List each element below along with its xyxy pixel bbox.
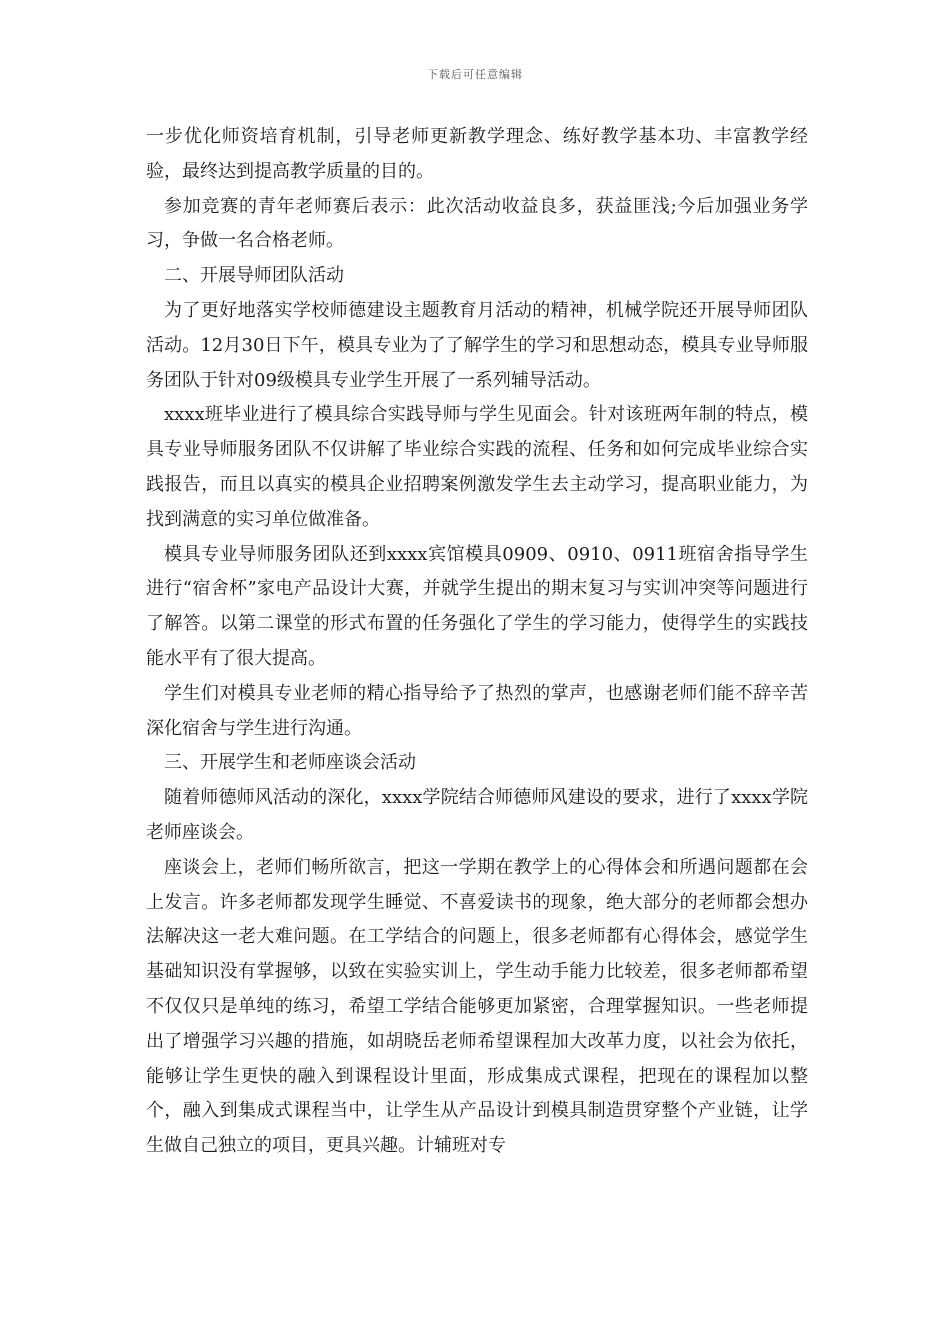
section-heading-3: 三、开展学生和老师座谈会活动 xyxy=(164,752,416,774)
body-paragraph-5: 模具专业导师服务团队还到xxxx宾馆模具0909、0910、0911班宿舍指导学生进行“宿舍杯”家电产品设计大赛，并就学生提出的期末复习与实训冲突等问题进行了解答。以第二课堂的形式布置的任务强化了学生的学习能力，使得学生的实践技能水平有了很大提高。 xyxy=(146,543,808,669)
page-header: 下载后可任意编辑 xyxy=(427,68,523,81)
body-paragraph-2: 参加竞赛的青年老师赛后表示：此次活动收益良多，获益匪浅;今后加强业务学习，争做一名合格老师。 xyxy=(146,195,808,252)
body-paragraph-1: 一步优化师资培育机制，引导老师更新教学理念、练好教学基本功、丰富教学经验，最终达到提高教学质量的目的。 xyxy=(146,126,808,182)
document-body xyxy=(146,120,808,1164)
body-paragraph-8: 座谈会上，老师们畅所欲言，把这一学期在教学上的心得体会和所遇问题都在会上发言。许多老师都发现学生睡觉、不喜爱读书的现象，绝大部分的老师都会想办法解决这一老大难问题。在工学结合的问题上，很多老师都有心得体会，感觉学生基础知识没有掌握够，以致在实验实训上，学生动手能力比较差，很多老师都希望不仅仅只是单纯的练习，希望工学结合能够更加紧密，合理掌握知识。一些老师提出了增强学习兴趣的措施，如胡晓岳老师希望课程加大改革力度，以社会为依托，能够让学生更快的融入到课程设计里面，形成集成式课程，把现在的课程加以整个，融入到集成式课程当中，让学生从产品设计到模具制造贯穿整个产业链，让学生做自己独立的项目，更具兴趣。计辅班对专 xyxy=(146,856,808,1157)
body-paragraph-7: 随着师德师风活动的深化，xxxx学院结合师德师风建设的要求，进行了xxxx学院老师座谈会。 xyxy=(146,787,808,843)
body-paragraph-6: 学生们对模具专业老师的精心指导给予了热烈的掌声，也感谢老师们能不辞辛苦深化宿舍与学生进行沟通。 xyxy=(146,682,808,739)
body-paragraph-3: 为了更好地落实学校师德建设主题教育月活动的精神，机械学院还开展导师团队活动。12月30日下午，模具专业为了了解学生的学习和思想动态，模具专业导师服务团队于针对09级模具专业学生开展了一系列辅导活动。 xyxy=(146,299,808,391)
section-heading-2: 二、开展导师团队活动 xyxy=(164,265,344,287)
body-paragraph-4: xxxx班毕业进行了模具综合实践导师与学生见面会。针对该班两年制的特点，模具专业导师服务团队不仅讲解了毕业综合实践的流程、任务和如何完成毕业综合实践报告，而且以真实的模具企业招聘案例激发学生去主动学习，提高职业能力，为找到满意的实习单位做准备。 xyxy=(146,404,808,530)
